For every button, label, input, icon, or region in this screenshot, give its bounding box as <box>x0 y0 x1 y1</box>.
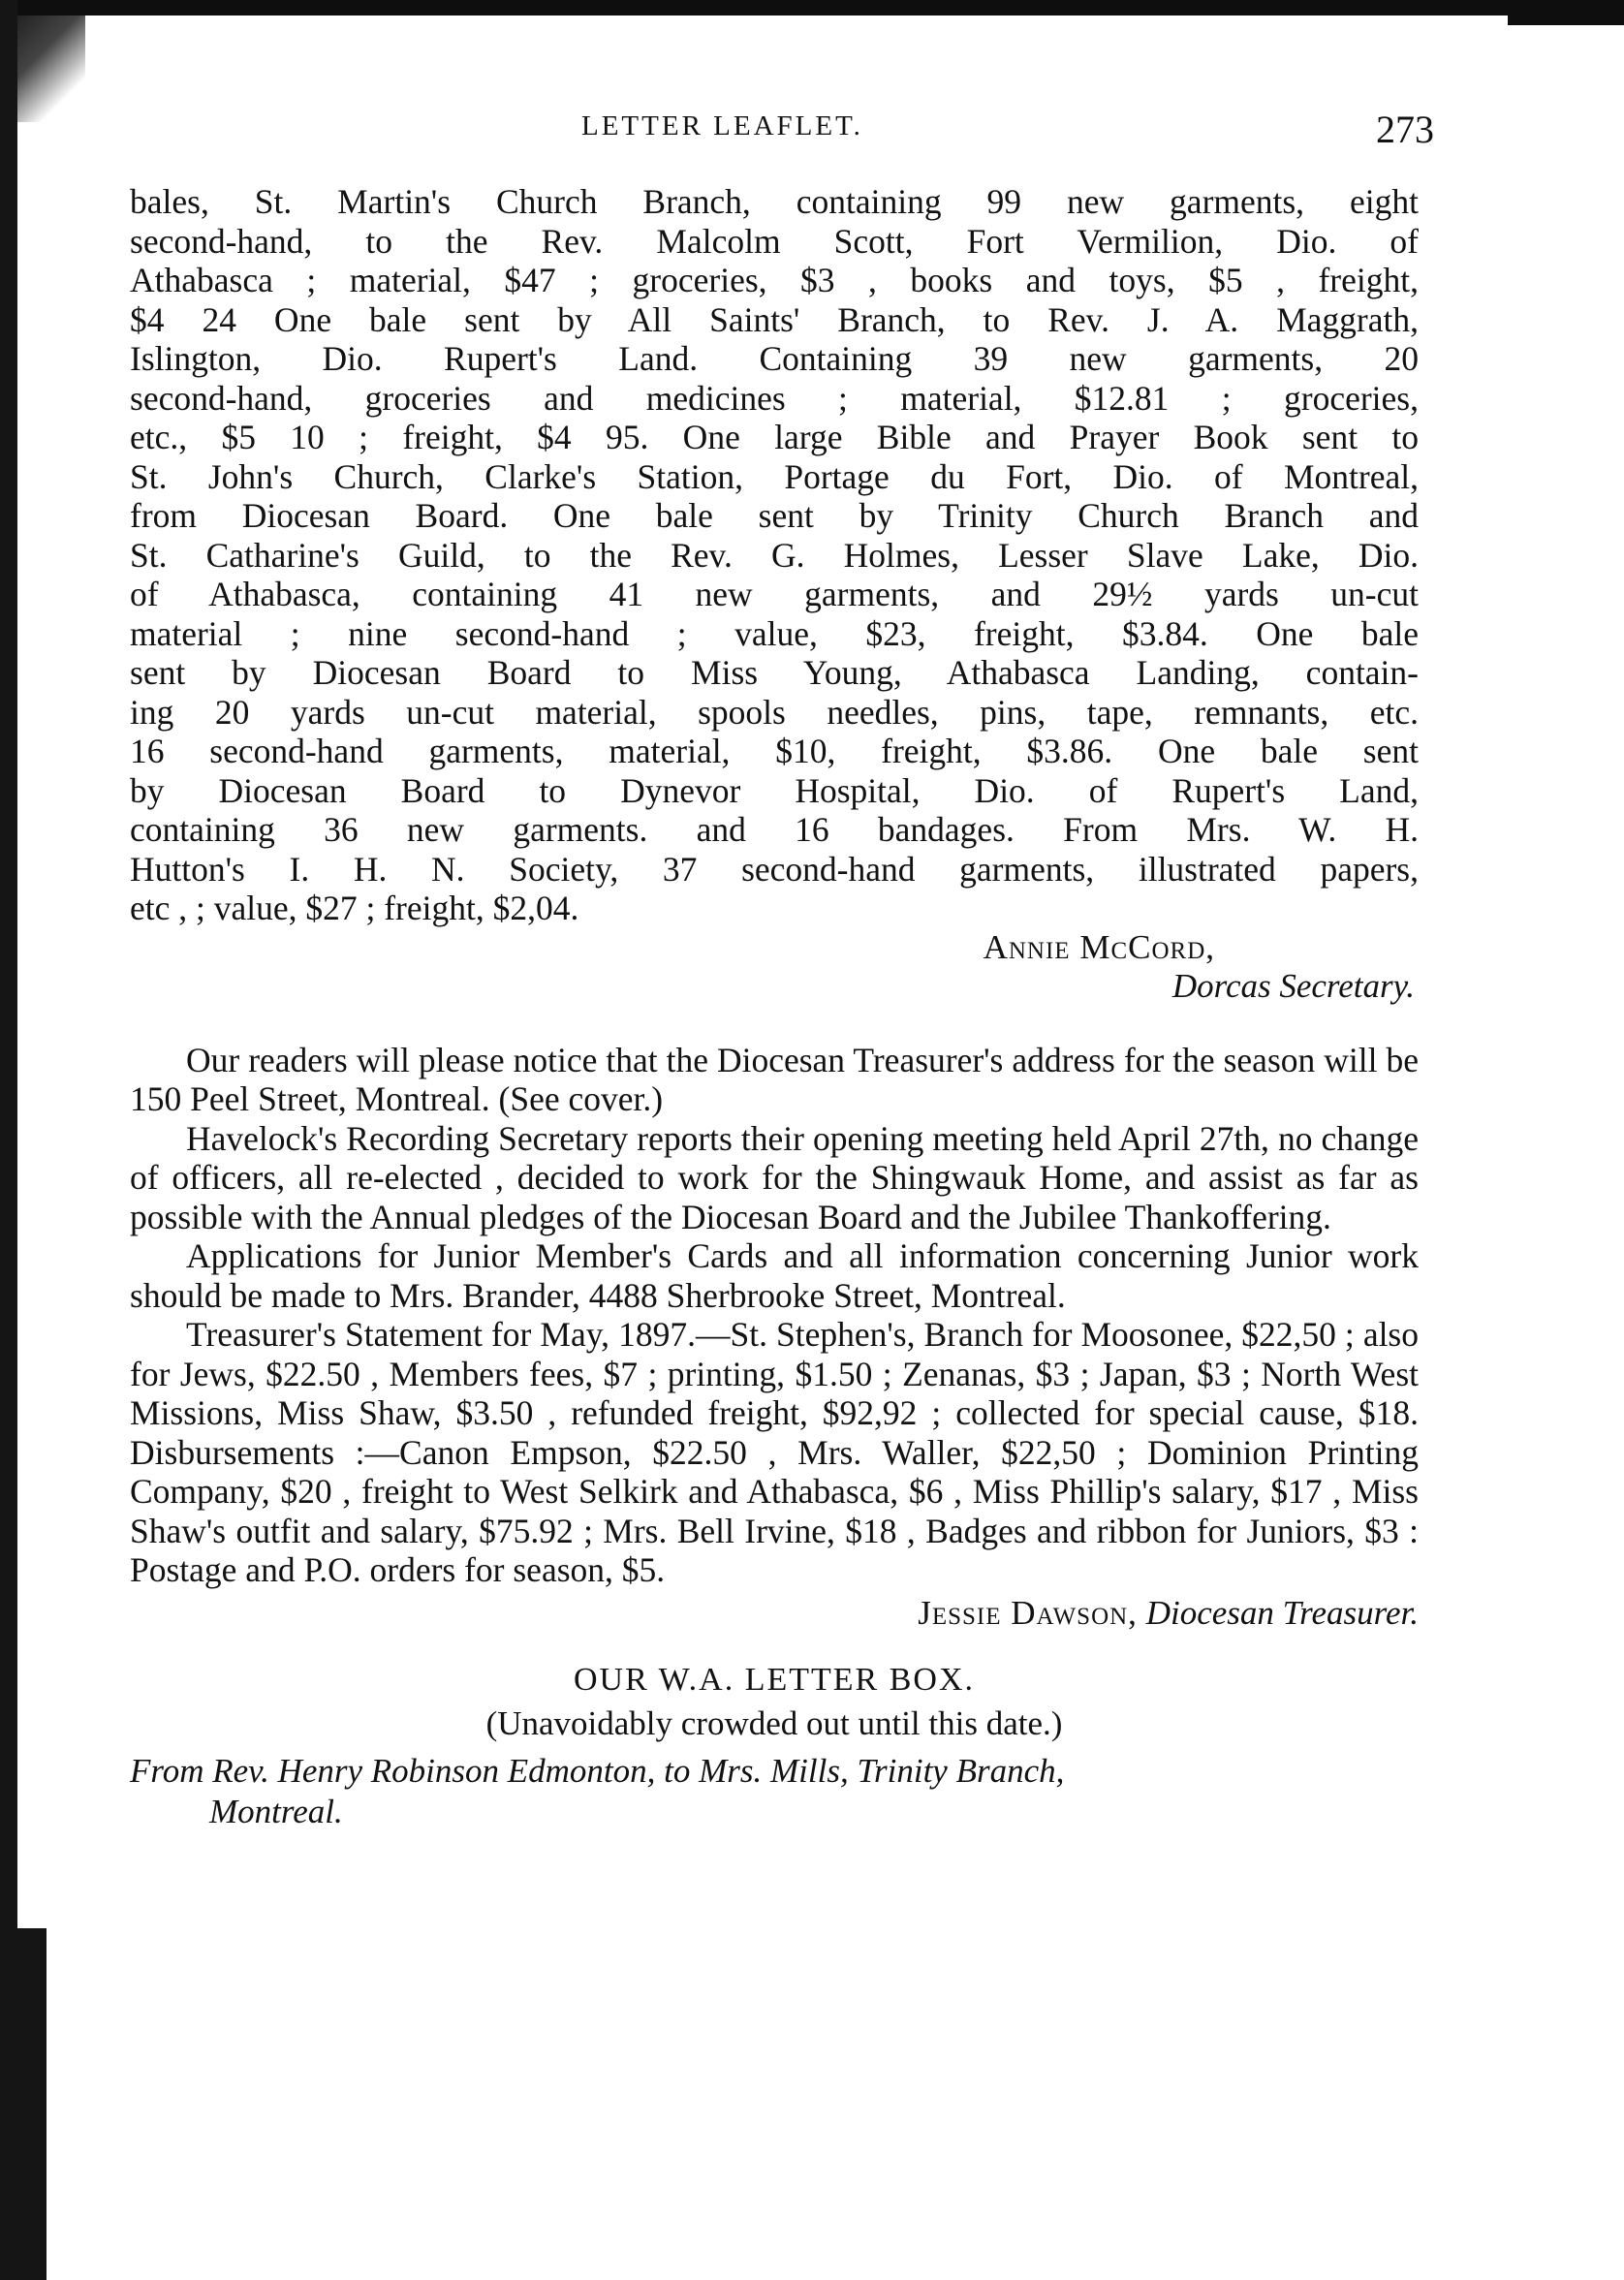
dorcas-line: St. Catharine's Guild, to the Rev. G. Holmes, Lesser Slave Lake, Dio. <box>130 535 1419 575</box>
running-title: LETTER LEAFLET. <box>581 110 863 141</box>
scan-edge-top <box>0 0 1624 16</box>
letter-from-line: From Rev. Henry Robinson Edmonton, to Mrs. Mills, Trinity Branch, <box>130 1751 1065 1790</box>
treasurer-statement: Treasurer's Statement for May, 1897.—St. Stephen's, Branch for Moosonee, $22,50 ; also for Jews, $22.50 , Members fees, $7 ; printing, $1.50 ; Zenanas, $3 ; Japan, $3 ; North West Missions, Miss Shaw, $3.50 , refunded freight, $92,92 ; collected for special cause, $18. Disbursements :—Canon Empson, $22.50 , Mrs. Waller, $22,50 ; Dominion Printing Company, $20 , freight to West Selkirk and Athabasca, $6 , Miss Phillip's salary, $17 , Miss Shaw's outfit and salary, $75.92 ; Mrs. Bell Irvine, $18 , Badges and ribbon for Juniors, $3 : Postage and P.O. orders for season, $5. <box>130 1315 1419 1589</box>
dorcas-line: Hutton's I. H. N. Society, 37 second-hand garments, illustrated papers, <box>130 849 1419 889</box>
dorcas-line: material ; nine second-hand ; value, $23, freight, $3.84. One bale <box>130 613 1419 653</box>
page-number: 273 <box>1376 108 1434 151</box>
dorcas-line: containing 36 new garments. and 16 bandages. From Mrs. W. H. <box>130 810 1419 849</box>
dorcas-line: bales, St. Martin's Church Branch, containing 99 new garments, eight <box>130 182 1419 221</box>
dorcas-line: second-hand, to the Rev. Malcolm Scott, Fort Vermilion, Dio. of <box>130 221 1419 261</box>
dorcas-line: 16 second-hand garments, material, $10, freight, $3.86. One bale sent <box>130 732 1419 770</box>
dorcas-line: ing 20 yards un-cut material, spools needles, pins, tape, remnants, etc. <box>130 692 1419 732</box>
notice-havelock: Havelock's Recording Secretary reports their opening meeting held April 27th, no change of officers, all re-elected , decided to work for the Shingwauk Home, and assist as far as possible with the Annual pledges of the Diocesan Board and the Jubilee Thankoffering. <box>130 1118 1419 1236</box>
dorcas-signature-name: Annie McCord, <box>983 927 1215 966</box>
dorcas-line: $4 24 One bale sent by All Saints' Branch, to Rev. J. A. Maggrath, <box>130 299 1419 339</box>
scan-edge-left-bottom <box>17 1928 47 2280</box>
dorcas-line: of Athabasca, containing 41 new garments, and 29½ yards un-cut <box>130 575 1419 613</box>
letter-from-continuation: Montreal. <box>209 1792 343 1830</box>
notice-junior: Applications for Junior Member's Cards and all information concerning Junior work should be made to Mrs. Brander, 4488 Sherbrooke Street, Montreal. <box>130 1236 1419 1315</box>
dorcas-line: etc , ; value, $27 ; freight, $2,04. <box>130 889 579 927</box>
dorcas-signature-role: Dorcas Secretary. <box>1171 966 1415 1005</box>
dorcas-report <box>130 182 1419 928</box>
treasurer-signature: Jessie Dawson, Diocesan Treasurer. <box>918 1593 1419 1632</box>
scan-edge-top-right <box>1508 0 1624 25</box>
notice-treasurer-address: Our readers will please notice that the Diocesan Treasurer's address for the season will be 150 Peel Street, Montreal. (See cover.) <box>130 1040 1419 1118</box>
dorcas-line: sent by Diocesan Board to Miss Young, Athabasca Landing, contain- <box>130 653 1419 692</box>
dorcas-line: by Diocesan Board to Dynevor Hospital, Dio. of Rupert's Land, <box>130 770 1419 810</box>
dorcas-line: from Diocesan Board. One bale sent by Trinity Church Branch and <box>130 496 1419 535</box>
dorcas-line: Islington, Dio. Rupert's Land. Containing 39 new garments, 20 <box>130 339 1419 378</box>
dorcas-line: St. John's Church, Clarke's Station, Portage du Fort, Dio. of Montreal, <box>130 456 1419 496</box>
dorcas-line: second-hand, groceries and medicines ; material, $12.81 ; groceries, <box>130 378 1419 418</box>
page-body <box>130 182 1419 1832</box>
running-head <box>126 107 1434 165</box>
scan-corner-smudge <box>17 16 85 122</box>
dorcas-line: etc., $5 10 ; freight, $4 95. One large Bible and Prayer Book sent to <box>130 418 1419 456</box>
scan-edge-left <box>0 0 17 2280</box>
dorcas-line: Athabasca ; material, $47 ; groceries, $3 , books and toys, $5 , freight, <box>130 261 1419 299</box>
letter-box-title: OUR W.A. LETTER BOX. <box>574 1661 975 1698</box>
letter-box-subtitle: (Unavoidably crowded out until this date.) <box>485 1703 1063 1742</box>
